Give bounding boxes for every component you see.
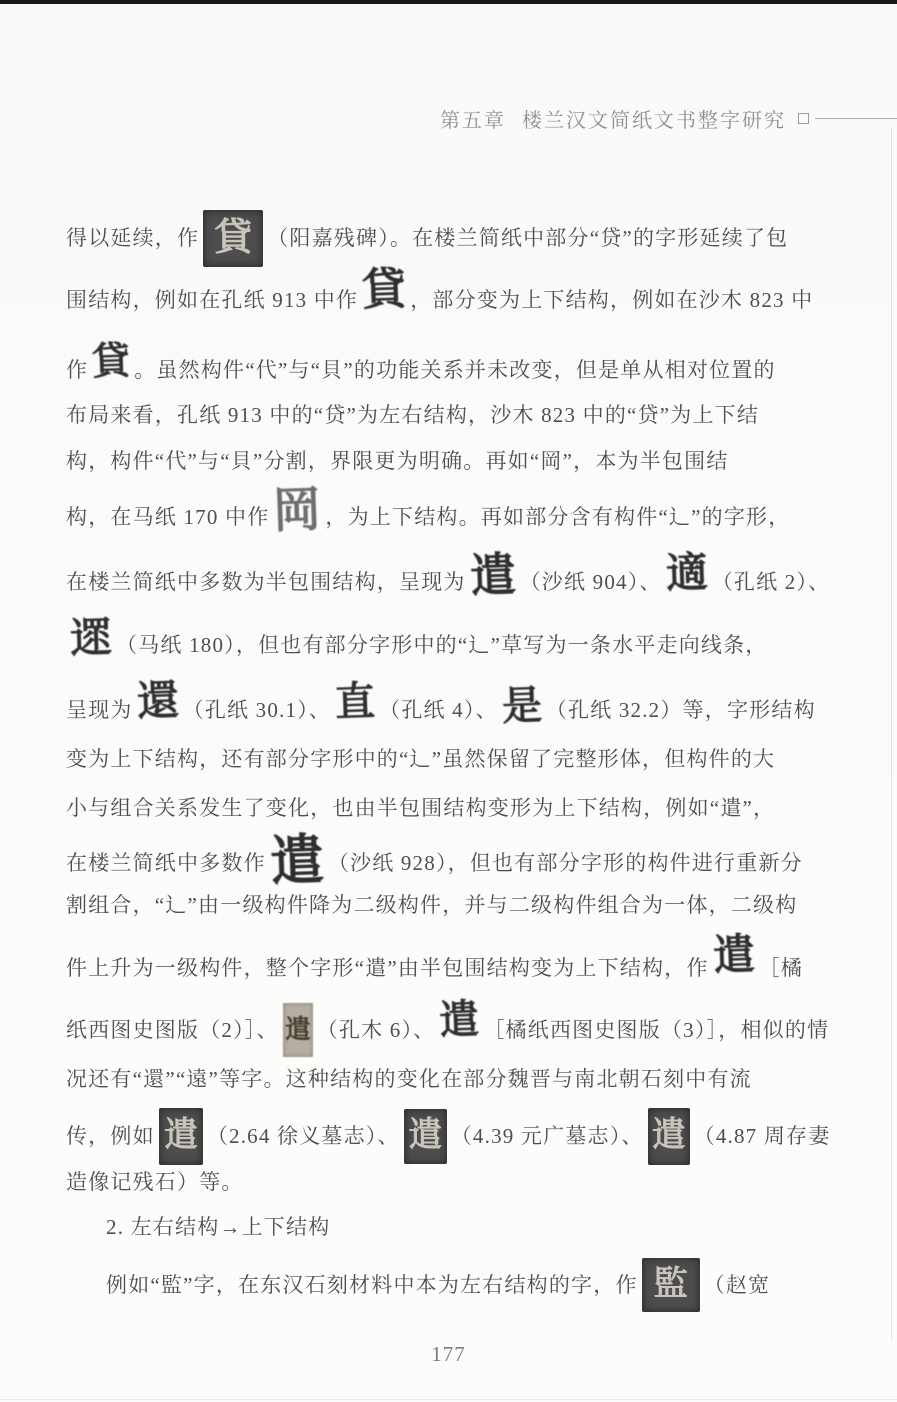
- text-run: （4.87 周存妻: [693, 1123, 831, 1148]
- text-run: 小与组合关系发生了变化，也由半包围结构变形为上下结构，例如“遣”，: [66, 795, 776, 820]
- text-line: [66, 1105, 836, 1167]
- text-run: ［橘: [758, 955, 804, 980]
- text-run: 例如“監”字，在东汉石刻材料中本为左右结构的字，作: [106, 1272, 638, 1297]
- text-run: 变为上下结构，还有部分字形中的“辶”虽然保留了完整形体，但构件的大: [66, 746, 776, 771]
- text-run: （沙纸 928），但也有部分字形的构件进行重新分: [327, 850, 803, 875]
- text-run: 况还有“還”“遠”等字。这种结构的变化在部分魏晋与南北朝石刻中有流: [66, 1066, 752, 1091]
- text-run: 在楼兰简纸中多数作: [66, 850, 266, 875]
- text-line: [66, 742, 836, 776]
- text-run: （孔纸 2）、: [711, 569, 831, 594]
- page-number: 177: [431, 1342, 466, 1366]
- text-run: 构，在马纸 170 中作: [66, 504, 270, 529]
- calligraphy-sample-10: 是: [500, 682, 543, 729]
- calligraphy-sample-5: 遣: [468, 549, 517, 602]
- text-line: [66, 398, 836, 432]
- text-line: [66, 1165, 836, 1199]
- text-line: [66, 1255, 836, 1315]
- text-run: 割组合，“辶”由一级构件降为二级构件，并与二级构件组合为一体，二级构: [66, 892, 798, 917]
- calligraphy-sample-14: 遣: [438, 996, 481, 1043]
- calligraphy-sample-12: 遣: [711, 932, 756, 980]
- text-run: （赵宽: [703, 1272, 771, 1297]
- calligraphy-sample-7: 遝: [69, 615, 113, 663]
- text-line: [66, 791, 836, 825]
- text-run: （孔木 6）、: [316, 1017, 436, 1042]
- text-line: [66, 932, 836, 998]
- calligraphy-sample-18: 監: [642, 1258, 700, 1312]
- calligraphy-sample-1: 貸: [203, 210, 263, 267]
- text-run: （孔纸 30.1）、: [182, 697, 332, 722]
- text-run: 作: [66, 357, 89, 382]
- text-run: ，为上下结构。再如部分含有构件“辶”的字形，: [325, 504, 791, 529]
- text-run: （孔纸 32.2）等，字形结构: [545, 697, 816, 722]
- calligraphy-sample-6: 適: [664, 550, 709, 598]
- calligraphy-sample-9: 直: [334, 678, 376, 725]
- text-run: 造像记残石）等。: [66, 1169, 244, 1194]
- calligraphy-sample-15: 遣: [159, 1108, 203, 1165]
- text-line: [66, 1062, 836, 1096]
- text-run: 在楼兰简纸中多数为半包围结构，呈现为: [66, 569, 466, 594]
- text-line: [66, 832, 836, 894]
- text-run: 传，例如: [66, 1123, 155, 1148]
- text-run: 布局来看，孔纸 913 中的“贷”为左右结构，沙木 823 中的“贷”为上下结: [66, 402, 760, 427]
- text-line: [66, 1210, 836, 1244]
- text-line: [66, 342, 836, 398]
- calligraphy-sample-17: 遣: [648, 1108, 690, 1165]
- text-run: 纸西图史图版（2）］、: [66, 1017, 279, 1042]
- text-line: [66, 264, 836, 328]
- text-run: ，部分变为上下结构，例如在沙木 823 中: [410, 287, 814, 312]
- text-line: [66, 680, 836, 740]
- text-line: [66, 888, 836, 922]
- text-run: 呈现为: [66, 697, 133, 722]
- text-run: 件上升为一级构件，整个字形“遣”由半包围结构变为上下结构，作: [66, 955, 709, 980]
- text-line: [66, 549, 836, 612]
- text-run: （马纸 180），但也有部分字形中的“辶”草写为一条水平走向线条，: [116, 632, 768, 657]
- text-run: 。虽然构件“代”与“貝”的功能关系并未改变，但是单从相对位置的: [134, 357, 776, 382]
- calligraphy-sample-4: 岡: [272, 483, 323, 538]
- chapter-label: 第五章: [440, 110, 506, 132]
- text-run: （2.64 徐义墓志）、: [206, 1123, 400, 1148]
- text-line: [66, 210, 836, 266]
- text-run: 得以延续，作: [66, 225, 200, 250]
- text-run: 围结构，例如在孔纸 913 中作: [66, 287, 359, 312]
- text-run: ［橘纸西图史图版（3）］，相似的情: [483, 1017, 830, 1042]
- calligraphy-sample-13: 遣: [283, 1003, 313, 1057]
- header-title: 楼兰汉文简纸文书整字研究: [522, 110, 786, 132]
- calligraphy-sample-8: 還: [135, 678, 180, 726]
- text-run: （4.39 元广墓志）、: [450, 1123, 644, 1148]
- text-run: （阳嘉残碑）。在楼兰简纸中部分“贷”的字形延续了包: [267, 225, 789, 250]
- text-run: 构，构件“代”与“貝”分割，界限更为明确。再如“岡”，本为半包围结: [66, 448, 729, 473]
- calligraphy-sample-11: 遣: [268, 830, 325, 892]
- text-line: [66, 444, 836, 478]
- text-line: [66, 996, 836, 1060]
- text-run: （孔纸 4）、: [379, 697, 498, 722]
- text-run: （沙纸 904）、: [519, 569, 662, 594]
- text-line: [66, 615, 836, 675]
- calligraphy-sample-3: 貸: [91, 340, 131, 384]
- calligraphy-sample-2: 貸: [361, 264, 408, 315]
- text-run: 2. 左右结构→上下结构: [106, 1214, 331, 1239]
- calligraphy-sample-16: 遣: [404, 1109, 447, 1164]
- text-line: [66, 483, 836, 547]
